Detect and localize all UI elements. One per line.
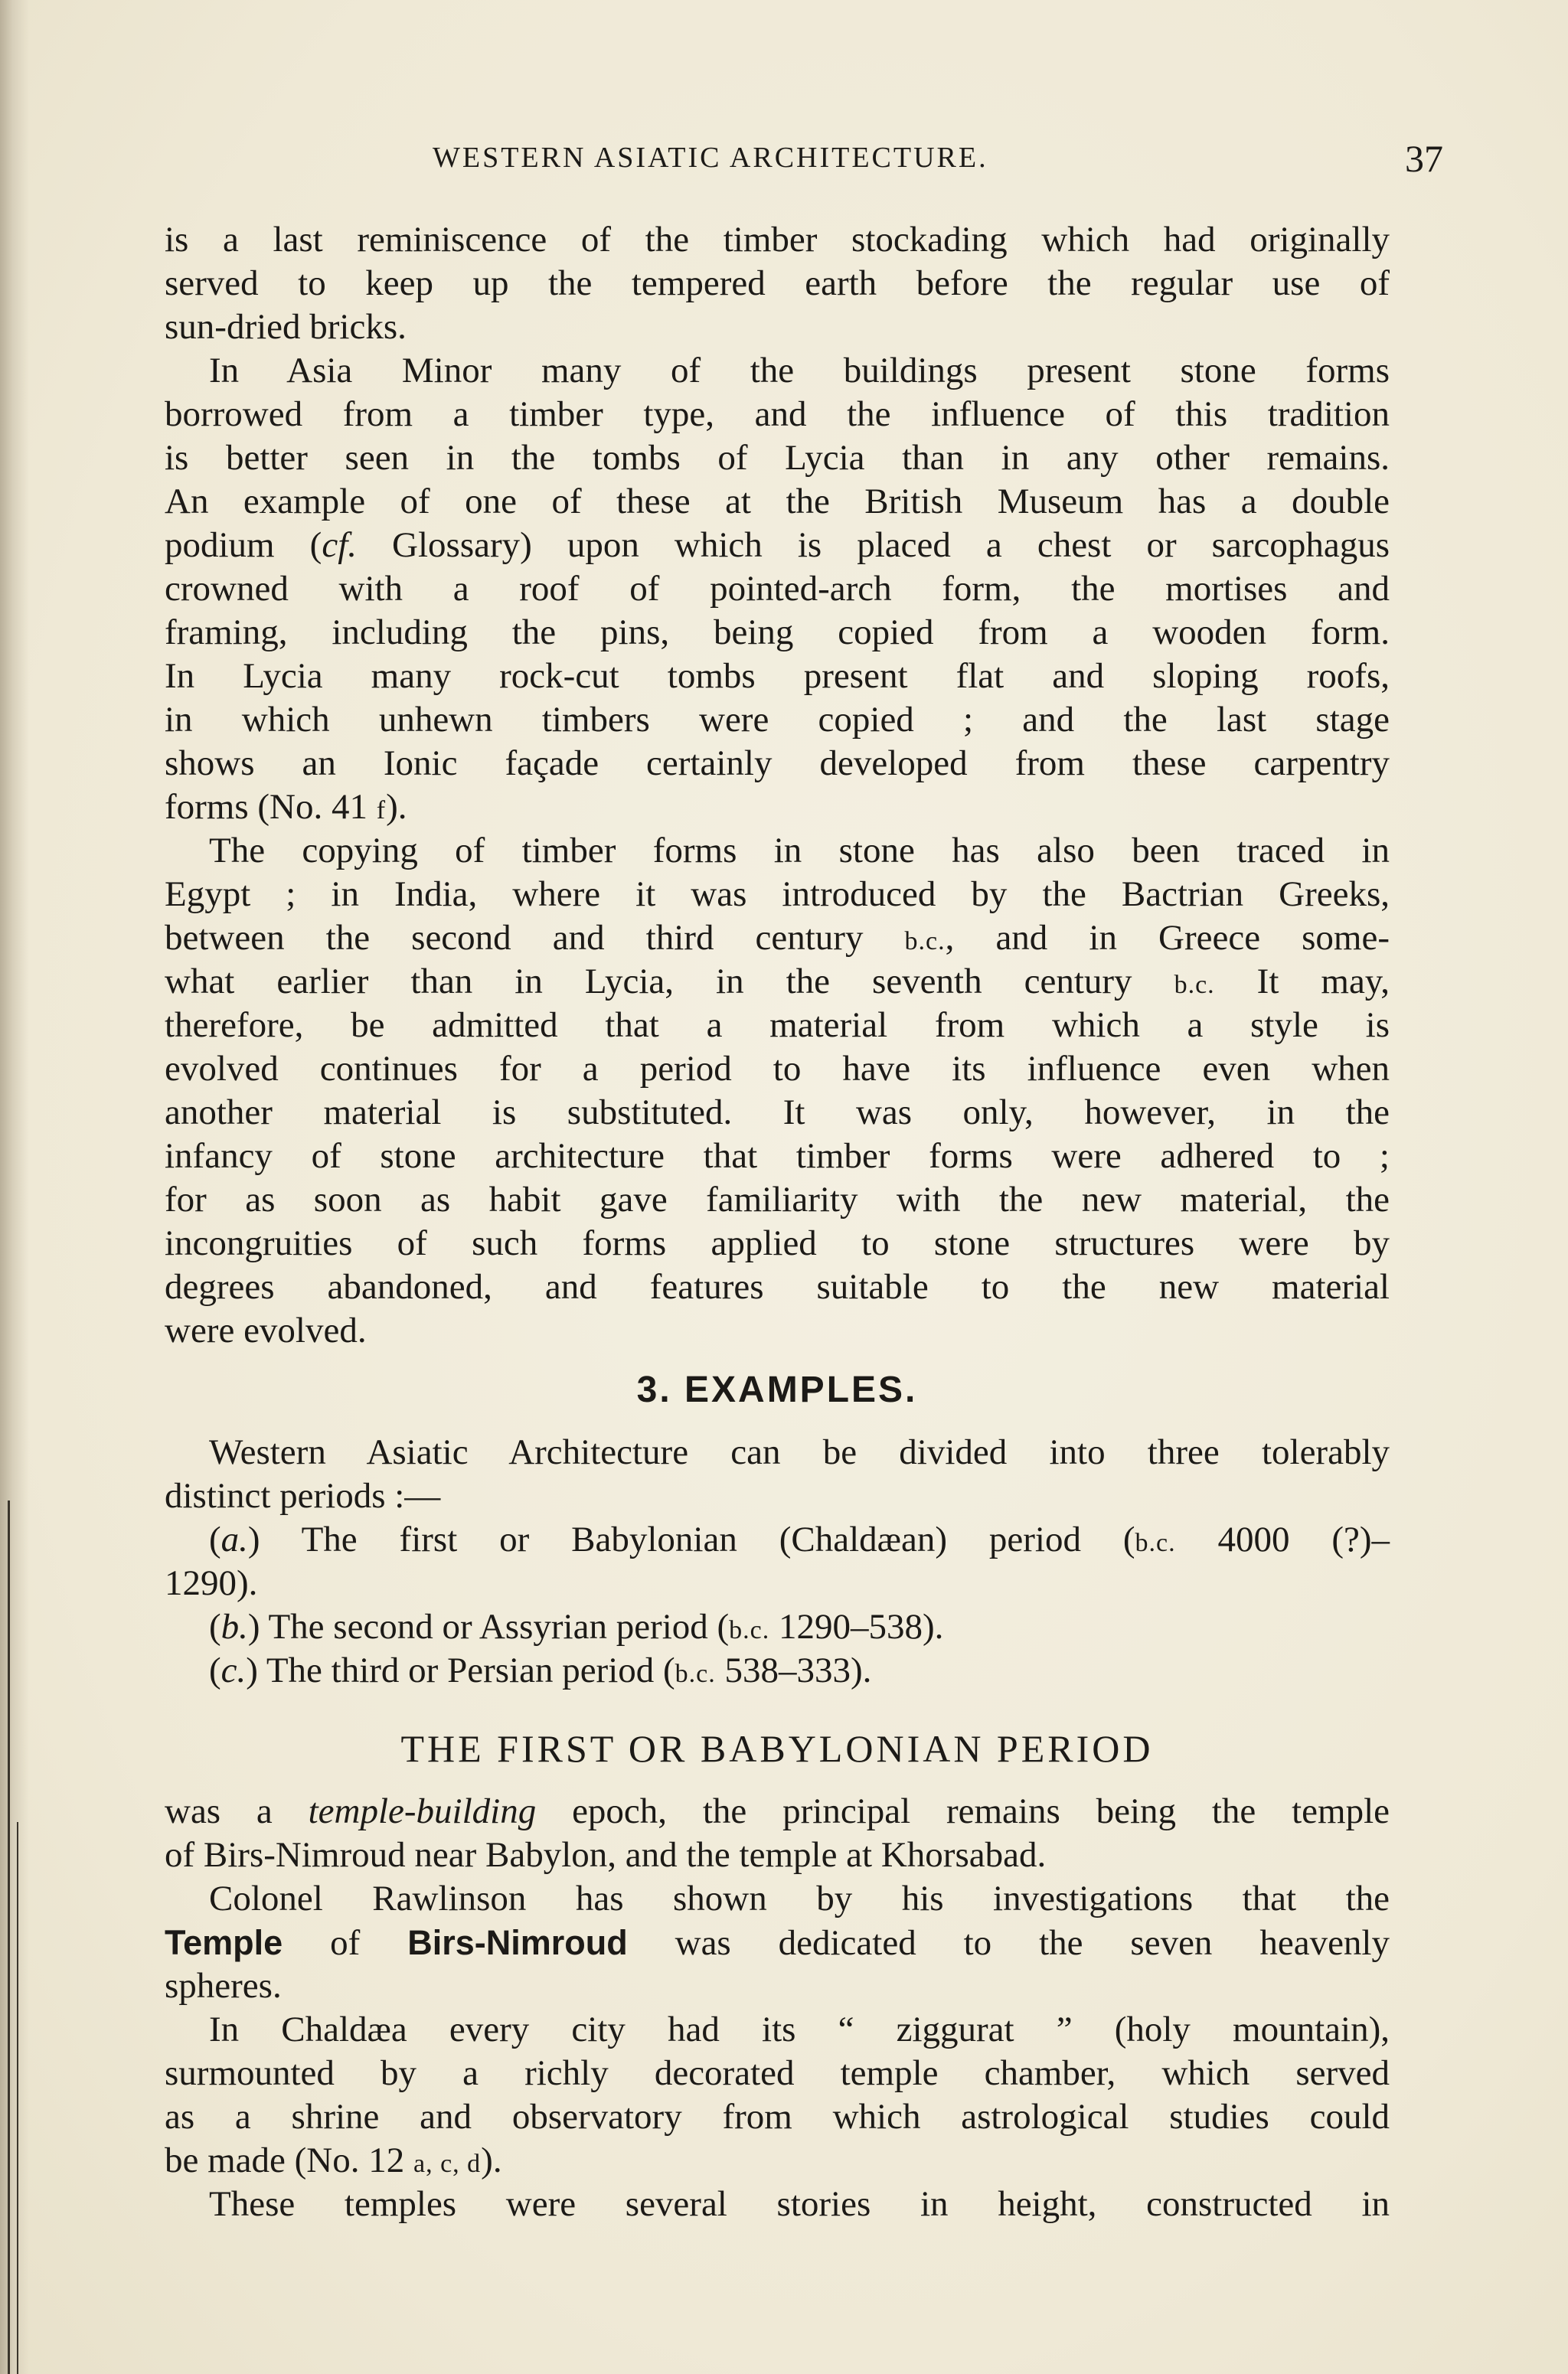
text-run: 538–333).	[715, 1651, 872, 1690]
paragraph-4	[165, 1431, 1390, 1518]
text-line	[165, 785, 1390, 829]
small-caps-run: b.c.	[1174, 971, 1215, 999]
period-list	[165, 1518, 1390, 1693]
paragraph-6	[165, 1877, 1390, 2008]
section-heading-examples: 3. EXAMPLES.	[636, 1370, 918, 1410]
text-line: in which unhewn timbers were copied ; and the last stage	[165, 700, 1390, 740]
italic-term: temple-building	[308, 1791, 537, 1831]
section-heading-babylonian-period: THE FIRST OR BABYLONIAN PERIOD	[400, 1727, 1154, 1770]
text-line: framing, including the pins, being copied from a wooden form.	[165, 612, 1390, 652]
text-line: Egypt ; in India, where it was introduced by the Bactrian Greeks,	[165, 874, 1390, 914]
text-line: spheres.	[165, 1966, 282, 2006]
text-line: therefore, be admitted that a material from which a style is	[165, 1005, 1390, 1045]
text-line: as a shrine and observatory from which astrological studies could	[165, 2097, 1390, 2137]
text-line: An example of one of these at the British Museum has a double	[165, 482, 1390, 521]
text-line: borrowed from a timber type, and the influence of this tradition	[165, 394, 1390, 434]
text-run: podium (	[165, 525, 322, 565]
text-line: These temples were several stories in height, constructed in	[209, 2184, 1390, 2224]
paragraph-1	[165, 218, 1390, 349]
text-line: is a last reminiscence of the timber stockading which had originally	[165, 220, 1390, 260]
period-item-c: (c.) The third or Persian period (b.c. 538–333).	[209, 1651, 872, 1690]
text-run: ).	[386, 787, 407, 827]
text-run: Glossary) upon which is placed a chest or sarcophagus	[357, 525, 1390, 565]
text-line: evolved continues for a period to have its influence even when	[165, 1049, 1390, 1089]
text-line: degrees abandoned, and features suitable to the new material	[165, 1267, 1390, 1307]
text-run: ).	[481, 2141, 502, 2180]
running-head-title: WESTERN ASIATIC ARCHITECTURE.	[433, 142, 988, 174]
item-label: a.	[220, 1520, 248, 1559]
page-number: 37	[1405, 137, 1443, 180]
text-run: 1290–538).	[769, 1607, 944, 1647]
text-line: In Chaldæa every city had its “ ziggurat ” (holy mountain),	[209, 2010, 1390, 2049]
paragraph-2	[165, 349, 1390, 829]
gutter-edge-line	[8, 1500, 10, 2374]
paragraph-7	[165, 2008, 1390, 2183]
text-line: Western Asiatic Architecture can be divided into three tolerably	[209, 1432, 1390, 1472]
text-run: The third or Persian period (	[257, 1651, 675, 1690]
item-label: c.	[220, 1651, 247, 1690]
small-caps-run: b.c.	[1135, 1529, 1176, 1557]
text-line	[165, 916, 1390, 960]
text-line	[165, 1921, 1390, 1964]
page-gutter-shadow	[0, 0, 29, 2374]
small-caps-run: b.c.	[729, 1616, 770, 1644]
text-line: 1290).	[165, 1563, 258, 1603]
text-run: It may,	[1214, 962, 1390, 1001]
text-run: epoch, the principal remains being the temple	[536, 1791, 1390, 1831]
text-line: surmounted by a richly decorated temple chamber, which served	[165, 2053, 1390, 2093]
paragraph-5	[165, 1790, 1390, 1877]
italic-abbrev: cf.	[322, 525, 357, 565]
text-run: between the second and third century	[165, 918, 905, 958]
text-run: was dedicated to the seven heavenly	[627, 1923, 1390, 1963]
paragraph-8	[165, 2183, 1390, 2226]
gutter-edge-line-inner	[17, 1822, 18, 2374]
text-line: The copying of timber forms in stone has also been traced in	[209, 831, 1390, 870]
text-run: what earlier than in Lycia, in the seventh century	[165, 962, 1174, 1001]
paragraph-3	[165, 829, 1390, 1353]
item-label: b.	[220, 1607, 248, 1647]
text-run: was a	[165, 1791, 309, 1831]
text-line: of Birs-Nimroud near Babylon, and the temple at Khorsabad.	[165, 1835, 1047, 1875]
text-line	[165, 524, 1390, 567]
text-line	[165, 2139, 1390, 2183]
text-run: be made (No. 12	[165, 2141, 413, 2180]
bold-term: Temple	[165, 1923, 283, 1962]
small-caps-run: a, c, d	[413, 2150, 482, 2178]
text-run: The second or Assyrian period (	[260, 1607, 730, 1647]
text-line: sun-dried bricks.	[165, 307, 407, 347]
text-run: The first or Babylonian (Chaldæan) period (	[260, 1520, 1135, 1559]
body-text	[165, 218, 1390, 2226]
small-caps-run: f	[376, 796, 387, 825]
text-line: In Lycia many rock-cut tombs present flat and sloping roofs,	[165, 656, 1390, 696]
period-item-b: (b.) The second or Assyrian period (b.c. 1290–538).	[209, 1607, 944, 1647]
text-run: , and in Greece some-	[945, 918, 1390, 958]
small-caps-run: b.c.	[904, 927, 946, 955]
text-line: Colonel Rawlinson has shown by his investigations that the	[209, 1879, 1390, 1918]
text-line: infancy of stone architecture that timber forms were adhered to ;	[165, 1136, 1390, 1176]
text-line	[165, 960, 1390, 1004]
text-line: distinct periods :—	[165, 1476, 441, 1516]
text-run: of	[283, 1923, 408, 1963]
text-run: forms (No. 41	[165, 787, 377, 827]
text-line: shows an Ionic façade certainly developed from these carpentry	[165, 743, 1390, 783]
running-head	[165, 136, 1443, 198]
text-line: for as soon as habit gave familiarity with the new material, the	[165, 1180, 1390, 1220]
text-line: another material is substituted. It was only, however, in the	[165, 1092, 1390, 1132]
text-line: incongruities of such forms applied to stone structures were by	[165, 1223, 1390, 1263]
text-line: served to keep up the tempered earth before the regular use of	[165, 263, 1390, 303]
text-line	[165, 1790, 1390, 1834]
text-line: crowned with a roof of pointed-arch form, the mortises and	[165, 569, 1390, 609]
text-line: is better seen in the tombs of Lycia than in any other remains.	[165, 438, 1390, 478]
bold-term: Birs-Nimroud	[407, 1923, 628, 1962]
period-item-a: (a.) The first or Babylonian (Chaldæan) period (b.c. 4000 (?)–	[209, 1520, 1390, 1559]
text-line: In Asia Minor many of the buildings present stone forms	[209, 351, 1390, 390]
text-run: 4000 (?)–	[1175, 1520, 1390, 1559]
small-caps-run: b.c.	[675, 1660, 716, 1688]
text-line: were evolved.	[165, 1311, 367, 1350]
